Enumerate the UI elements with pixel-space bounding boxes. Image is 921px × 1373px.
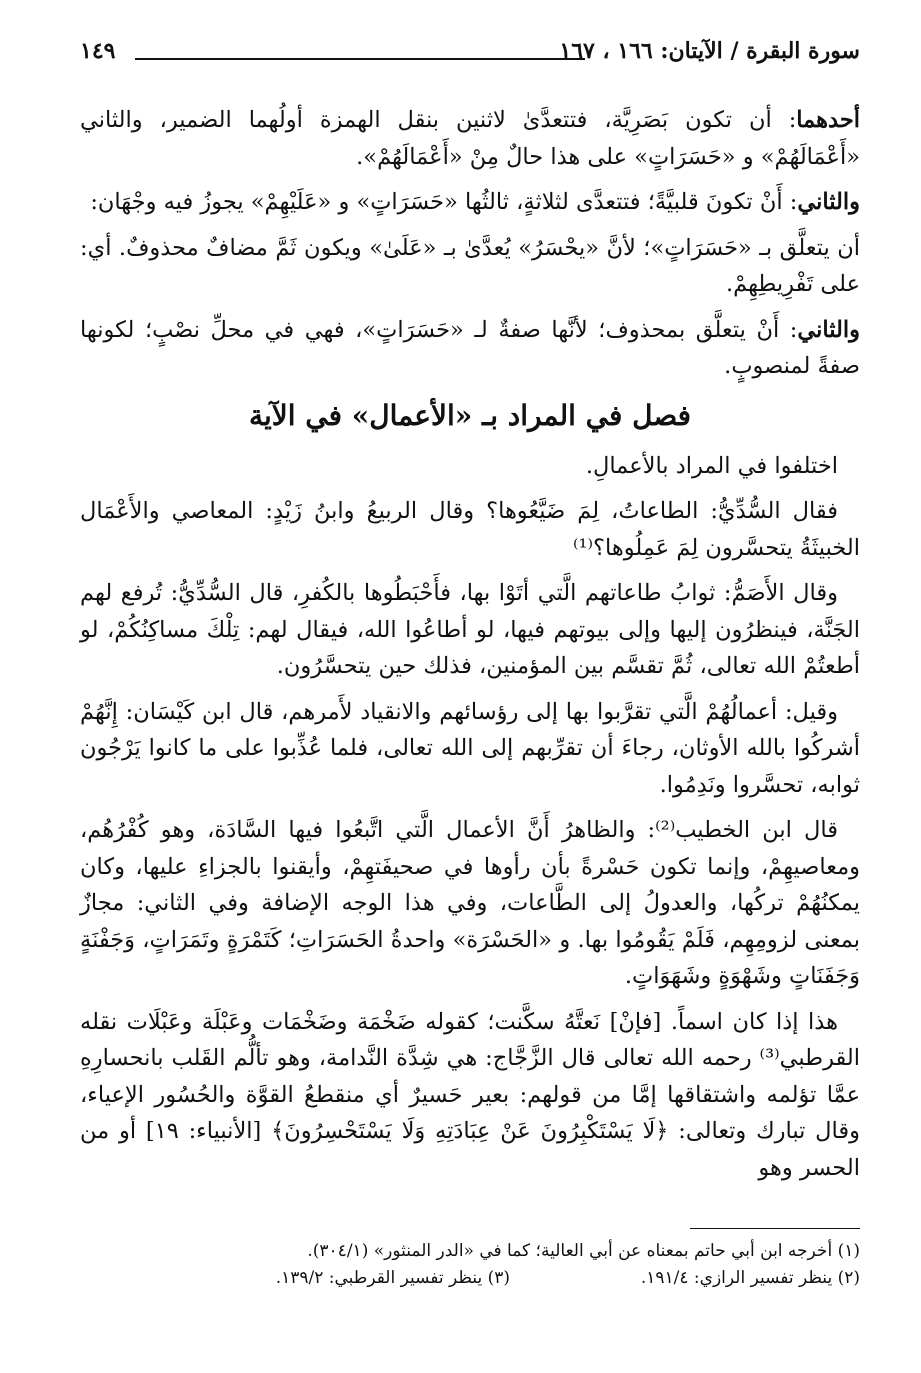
paragraph-text: : أَنْ تكونَ قلبيَّةً؛ فتتعدَّى لثلاثةٍ، ثالثُها «حَسَرَاتٍ» و «عَلَيْهِمْ» يجوزُ فيه وجْهَان: (90, 189, 798, 215)
footnote-row (80, 1265, 860, 1292)
paragraph: فقال السُّدِّيُّ: الطاعاتُ، لِمَ ضَيَّعُوها؟ وقال الربيعُ وابنُ زَيْدٍ: المعاصي والأَعْمَال الخبيثَةُ يتحسَّرون لِمَ عَمِلُوها؟⁽¹⁾ (80, 498, 860, 561)
footnote-1: (١) أخرجه ابن أبي حاتم بمعناه عن أبي العالية؛ كما في «الدر المنثور» (٣٠٤/١). (307, 1241, 860, 1261)
paragraph-text: : أَنْ يتعلَّق بمحذوف؛ لأنَّها صفةٌ لـ «حَسَرَاتٍ»، فهي في محلِّ نصْبٍ؛ لكونها صفةً لمنصوبٍ. (80, 316, 860, 379)
paragraph: اختلفوا في المراد بالأعمالِ. (585, 452, 838, 479)
paragraph: قال ابن الخطيب⁽²⁾: والظاهرُ أَنَّ الأعمال الَّتي اتَّبعُوا فيها السَّادَة، وهو كُفْرُهُم، ومعاصيهِمْ، وإنما تكون حَسْرةً بأن رأوها في صحيفَتهِمْ، وأيقنوا بالجزاءِ عليها، وكان يمكنُهُمْ تركُها، والعدولُ إلى الطَّاعات، وفي هذا الوجه الإضافة وفي الثاني: مجازٌ بمعنى لزومِهِم، فَلَمْ يَقُومُوا بها. و «الحَسْرَة» واحدةُ الحَسَرَاتِ؛ كَتَمْرَةٍ وتَمَرَاتٍ، وَجَفْنَةٍ وَجَفَنَاتٍ وشَهْوَةٍ وشَهَوَاتٍ. (80, 817, 860, 989)
paragraph-second-aspect (80, 312, 860, 385)
page-number: ١٤٩ (80, 38, 116, 64)
footnote-3: (٣) ينظر تفسير القرطبي: ١٣٩/٢. (275, 1268, 511, 1288)
paragraph-lead: أحدهما (796, 107, 860, 133)
paragraph-second-case (80, 184, 860, 221)
footnote-separator (690, 1228, 860, 1229)
paragraph-first-aspect (80, 230, 860, 303)
paragraph-lead: والثاني (797, 316, 860, 343)
page-body (80, 102, 860, 1195)
paragraph-text: أن يتعلَّق بـ «حَسَرَاتٍ»؛ لأنَّ «يحْسَرُ» يُعدَّىٰ بـ «عَلَىٰ» ويكون ثَمَّ مضافٌ محذوفٌ. أي: على تَفْرِيطِهِمْ. (80, 234, 860, 297)
section-heading: فصل في المراد بـ «الأعمال» في الآية (248, 398, 692, 432)
paragraph: هذا إذا كان اسماً. [فإنْ] نَعتَّهُ سكَّنت؛ كقوله ضَخْمَة وضَخْمَات وعَبْلَة وعَبْلَات نقله القرطبي⁽³⁾ رحمه الله تعالى قال الزَّجَّاج: هي شِدَّة النَّدامة، وهو تألُّم القَلب بانحسارِهِ عمَّا تؤلمه واشتقاقها إمَّا من قولهم: بعير حَسيرٌ أي منقطعُ القوَّة والحُسُور الإعياء، وقال تبارك وتعالى: ﴿لَا يَسْتَكْبِرُونَ عَنْ عِبَادَتِهِ وَلَا يَسْتَحْسِرُونَ﴾ [الأنبياء: ١٩] أو من الحسر وهو (80, 1008, 860, 1181)
paragraph: وقيل: أعمالُهُمْ الَّتي تقرَّبوا بها إلى رؤسائهم والانقياد لأَمرهم، قال ابن كَيْسَان: إِنَّهُمْ أشركُوا بالله الأوثان، رجاءَ أن تقرِّبهم إلى الله تعالى، فلما عُذِّبوا على ما كانوا يَرْجُون ثوابه، تحسَّروا ونَدِمُوا. (80, 698, 860, 798)
paragraph-text: : أن تكون بَصَرِيَّة، فتتعدَّىٰ لاثنين بنقل الهمزة أولُهما الضمير، والثاني «أَعْمَالَهُمْ» و «حَسَرَاتٍ» على هذا حالٌ مِنْ «أَعْمَالَهُمْ». (80, 107, 860, 170)
paragraph-first-case (80, 102, 860, 175)
running-header (80, 30, 860, 70)
header-rule (135, 58, 585, 60)
paragraph: وقال الأَصَمُّ: ثوابُ طاعاتهم الَّتي أتَوْا بها، فأَحْبَطُوها بالكُفرِ، قال السُّدِّيُّ: تُرفع لهم الجَنَّة، فينظرُون إليها وإلى بيوتهم فيها، لو أطاعُوا الله، فيقال لهم: تِلْكَ مساكِنُكُمْ، لو أطعتُمْ الله تعالى، ثُمَّ تقسَّم بين المؤمنين، فذلك حين يتحسَّرُون. (80, 580, 860, 679)
running-header-title: سورة البقرة / الآيتان: ١٦٦ ، ١٦٧ (559, 38, 860, 64)
footnote-2: (٢) ينظر تفسير الرازي: ١٩١/٤. (640, 1268, 860, 1288)
paragraph-lead: والثاني (797, 189, 860, 215)
footnote-list (80, 1238, 860, 1292)
book-page (80, 30, 860, 1350)
